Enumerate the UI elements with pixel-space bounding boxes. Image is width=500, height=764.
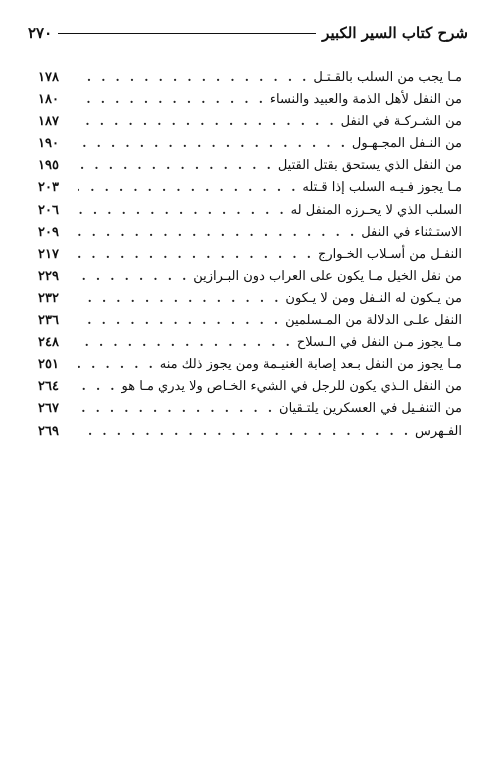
toc-entry-title: من التنفـيل في العسكرين يلتـقيان	[279, 401, 462, 417]
dot-leader	[78, 353, 156, 375]
dot-leader	[78, 88, 266, 110]
toc-entry	[38, 66, 462, 88]
book-title: شرح كتاب السير الكبير	[322, 24, 468, 42]
toc-entry	[38, 132, 462, 154]
dot-leader	[78, 110, 337, 132]
toc-entry	[38, 397, 462, 419]
toc-page-number: ٢١٧	[38, 246, 59, 262]
toc-page-number: ١٨٠	[38, 92, 59, 108]
dot-leader	[78, 375, 117, 397]
dot-leader	[78, 199, 287, 221]
toc-entry-title: النفـل من أسـلاب الخـوارج	[317, 246, 462, 262]
page-number: ٢٧٠	[28, 24, 53, 42]
toc-entry-title: من النفل الـذي يكون للرجل في الشيء الخـاص ولا يدري مـا هو	[121, 379, 462, 395]
toc-entry-title: من نفل الخيل مـا يكون على العراب دون البـرازين	[193, 268, 462, 284]
toc-entry	[38, 420, 462, 442]
dot-leader	[78, 154, 274, 176]
toc-entry-title: الفـهرس	[415, 423, 462, 439]
toc-page-number: ١٩٠	[38, 136, 59, 152]
toc-entry-title: مـا يجب من السلب بالقـتـل	[313, 70, 462, 85]
table-of-contents	[38, 66, 462, 442]
dot-leader	[78, 287, 281, 309]
dot-leader	[78, 331, 293, 353]
toc-entry-title: مـا يجوز فـيـه السلب إذا قـتله	[302, 180, 462, 196]
toc-entry	[38, 265, 462, 287]
toc-entry	[38, 353, 462, 375]
toc-entry	[38, 309, 462, 331]
toc-entry-title: من النفل الذي يستحق بقتل القتيل	[277, 158, 462, 174]
toc-entry-title: من يـكون له النـفل ومن لا يـكون	[285, 290, 462, 306]
toc-entry	[38, 243, 462, 265]
dot-leader	[78, 243, 314, 265]
toc-page-number: ٢٤٨	[38, 335, 59, 351]
dot-leader	[78, 265, 189, 287]
toc-page-number: ٢٦٩	[38, 423, 59, 439]
toc-entry	[38, 221, 462, 243]
toc-entry	[38, 331, 462, 353]
toc-page-number: ١٧٨	[38, 70, 59, 85]
toc-entry-title: السلب الذي لا يحـرزه المنفل له	[290, 202, 462, 218]
page-header	[28, 22, 468, 44]
toc-entry	[38, 199, 462, 221]
toc-entry-title: الاستـثناء في النفل	[361, 224, 462, 240]
toc-page-number: ٢٠٦	[38, 202, 59, 218]
toc-entry	[38, 176, 462, 198]
toc-entry-title: مـا يجوز من النفل بـعد إصابة الغنيـمة ومن يجوز ذلك منه	[159, 357, 462, 373]
toc-entry	[38, 110, 462, 132]
dot-leader	[78, 309, 281, 331]
toc-entry-title: النفل علـى الدلالة من المـسلمين	[285, 313, 462, 329]
toc-entry-title: من النـفل المجـهـول	[351, 136, 462, 152]
toc-entry-title: مـا يجوز مـن النفل في الـسلاح	[296, 335, 462, 351]
toc-page-number: ٢٠٩	[38, 224, 59, 240]
dot-leader	[78, 176, 298, 198]
dot-leader	[78, 420, 411, 442]
dot-leader	[78, 66, 309, 88]
dot-leader	[78, 132, 348, 154]
toc-page-number: ٢٦٤	[38, 379, 59, 395]
dot-leader	[78, 221, 357, 243]
toc-page-number: ٢٣٢	[38, 290, 59, 306]
toc-entry-title: من الشـركـة في النفل	[340, 114, 462, 130]
toc-page-number: ٢٦٧	[38, 401, 59, 417]
toc-entry	[38, 154, 462, 176]
toc-page-number: ٢٣٦	[38, 313, 59, 329]
header-rule	[58, 33, 316, 34]
toc-page-number: ٢٢٩	[38, 268, 59, 284]
toc-page-number: ٢٠٣	[38, 180, 59, 196]
toc-page-number: ١٨٧	[38, 114, 59, 130]
toc-entry-title: من النفل لأهل الذمة والعبيد والنساء	[269, 92, 462, 108]
dot-leader	[78, 397, 275, 419]
toc-entry	[38, 88, 462, 110]
toc-page-number: ٢٥١	[38, 357, 59, 373]
toc-entry	[38, 287, 462, 309]
toc-entry	[38, 375, 462, 397]
toc-page-number: ١٩٥	[38, 158, 59, 174]
